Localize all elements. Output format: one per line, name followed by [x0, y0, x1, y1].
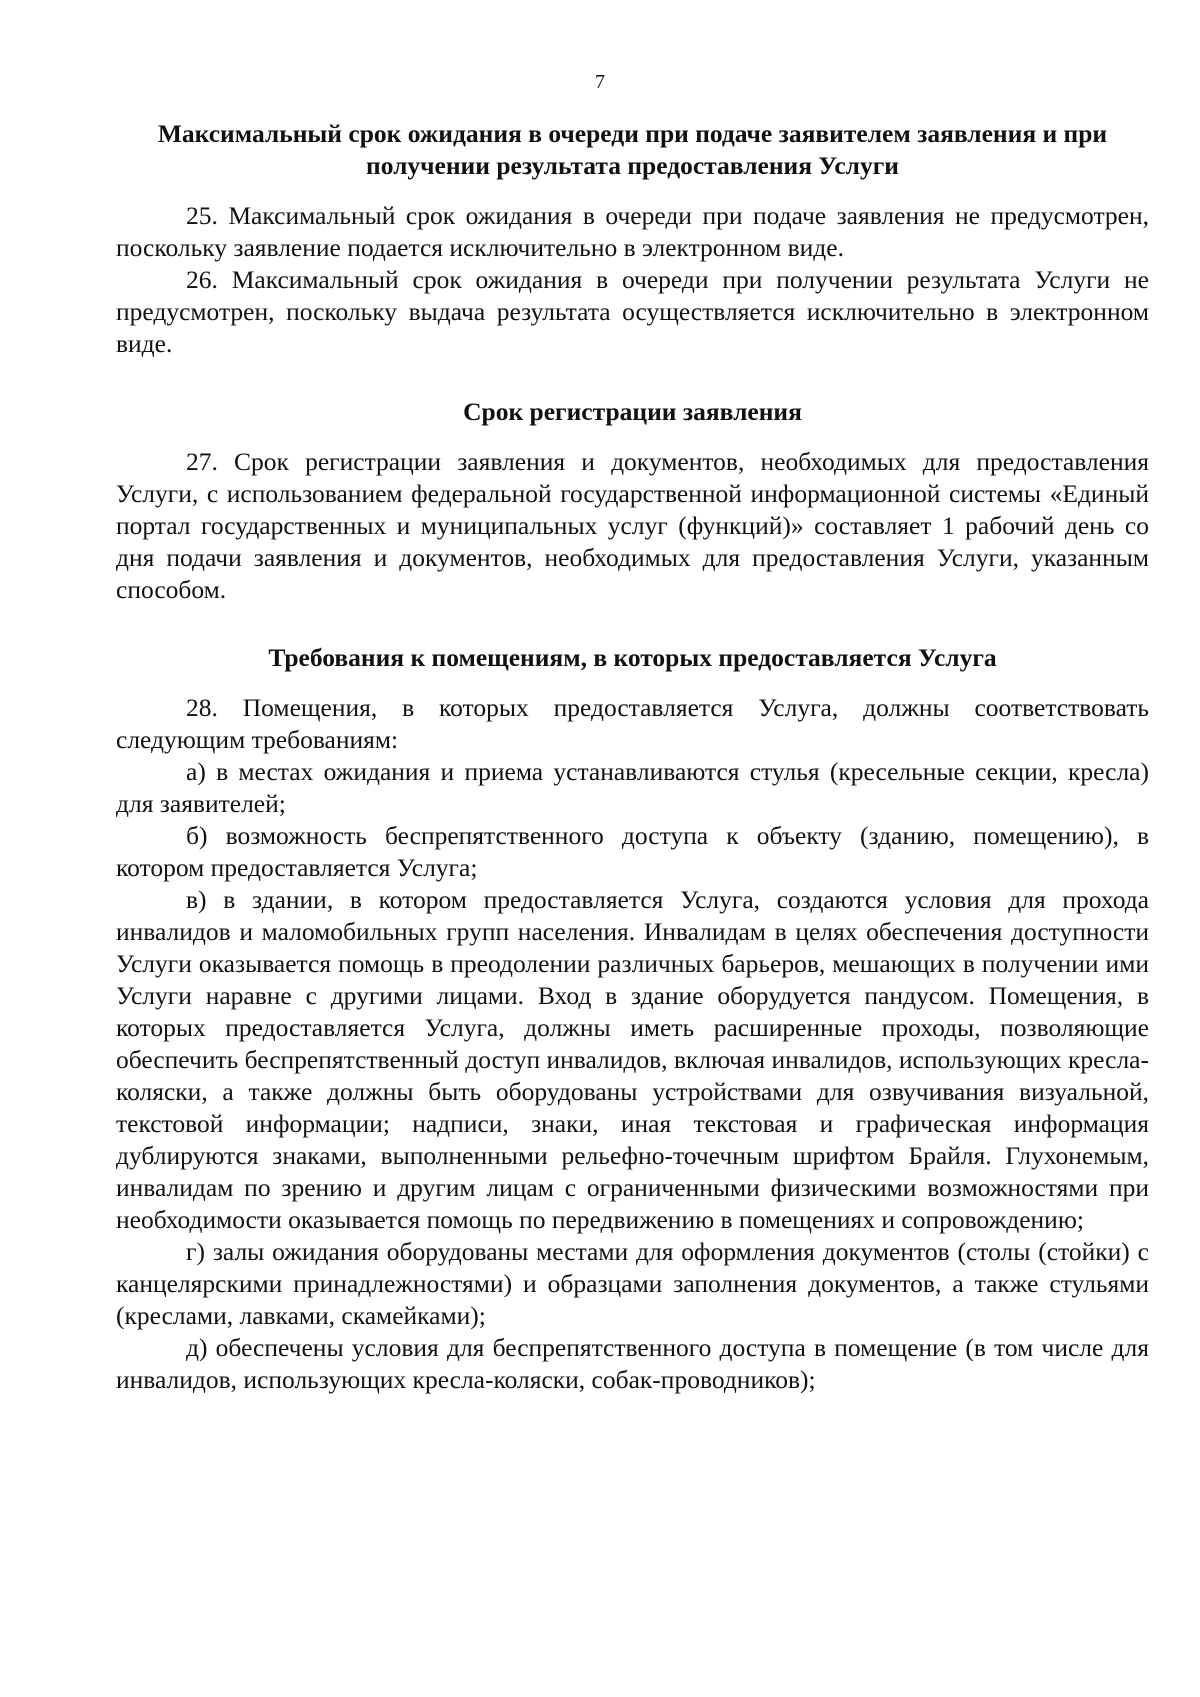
paragraph-28-v: в) в здании, в котором предоставляется Услуга, создаются условия для прохода инвалидов и маломобильных групп населения. Инвалидам в целях обеспечения доступности Услуги оказывается помощь в преодолении различных барьеров, мешающих в получении ими Услуги наравне с другими лицами. Вход в здание оборудуется пандусом. Помещения, в которых предоставляется Услуга, должны иметь расширенные проходы, позволяющие обеспечить беспрепятственный доступ инвалидов, включая инвалидов, использующих кресла-коляски, а также должны быть оборудованы устройствами для озвучивания визуальной, текстовой информации; надписи, знаки, иная текстовая и графическая информация дублируются знаками, выполненными рельефно-точечным шрифтом Брайля. Глухонемым, инвалидам по зрению и другим лицам с ограниченными физическими возможностями при необходимости оказывается помощь по передвижению в помещениях и сопровождению; [116, 885, 1149, 1234]
section-heading: Максимальный срок ожидания в очереди при подаче заявителем заявления и при получении результата предоставления Услуги [157, 119, 1108, 180]
section-heading: Требования к помещениям, в которых предоставляется Услуга [268, 643, 997, 672]
paragraph-28-b: б) возможность беспрепятственного доступа к объекту (зданию, помещению), в котором предоставляется Услуга; [116, 821, 1149, 882]
paragraph-28: 28. Помещения, в которых предоставляется Услуга, должны соответствовать следующим требованиям: [116, 693, 1149, 754]
section-waiting-time [116, 118, 1149, 360]
paragraph-26: 26. Максимальный срок ожидания в очереди при получении результата Услуги не предусмотрен, поскольку выдача результата осуществляется исключительно в электронном виде. [116, 265, 1149, 358]
paragraph-28-g: г) залы ожидания оборудованы местами для оформления документов (столы (стойки) с канцелярскими принадлежностями) и образцами заполнения документов, а также стульями (креслами, лавками, скамейками); [116, 1237, 1149, 1330]
document-body [116, 118, 1149, 1396]
section-heading: Срок регистрации заявления [463, 397, 802, 426]
paragraph-28-a: а) в местах ожидания и приема устанавливаются стулья (кресельные секции, кресла) для заявителей; [116, 757, 1149, 818]
section-registration-term [116, 396, 1149, 606]
page-number: 7 [595, 71, 605, 93]
section-premises-requirements [116, 642, 1149, 1396]
paragraph-25: 25. Максимальный срок ожидания в очереди при подаче заявления не предусмотрен, поскольку заявление подается исключительно в электронном виде. [116, 201, 1149, 262]
paragraph-28-d: д) обеспечены условия для беспрепятственного доступа в помещение (в том числе для инвалидов, использующих кресла-коляски, собак-проводников); [116, 1333, 1149, 1394]
paragraph-27: 27. Срок регистрации заявления и документов, необходимых для предоставления Услуги, с использованием федеральной государственной информационной системы «Единый портал государственных и муниципальных услуг (функций)» составляет 1 рабочий день со дня подачи заявления и документов, необходимых для предоставления Услуги, указанным способом. [116, 447, 1149, 604]
